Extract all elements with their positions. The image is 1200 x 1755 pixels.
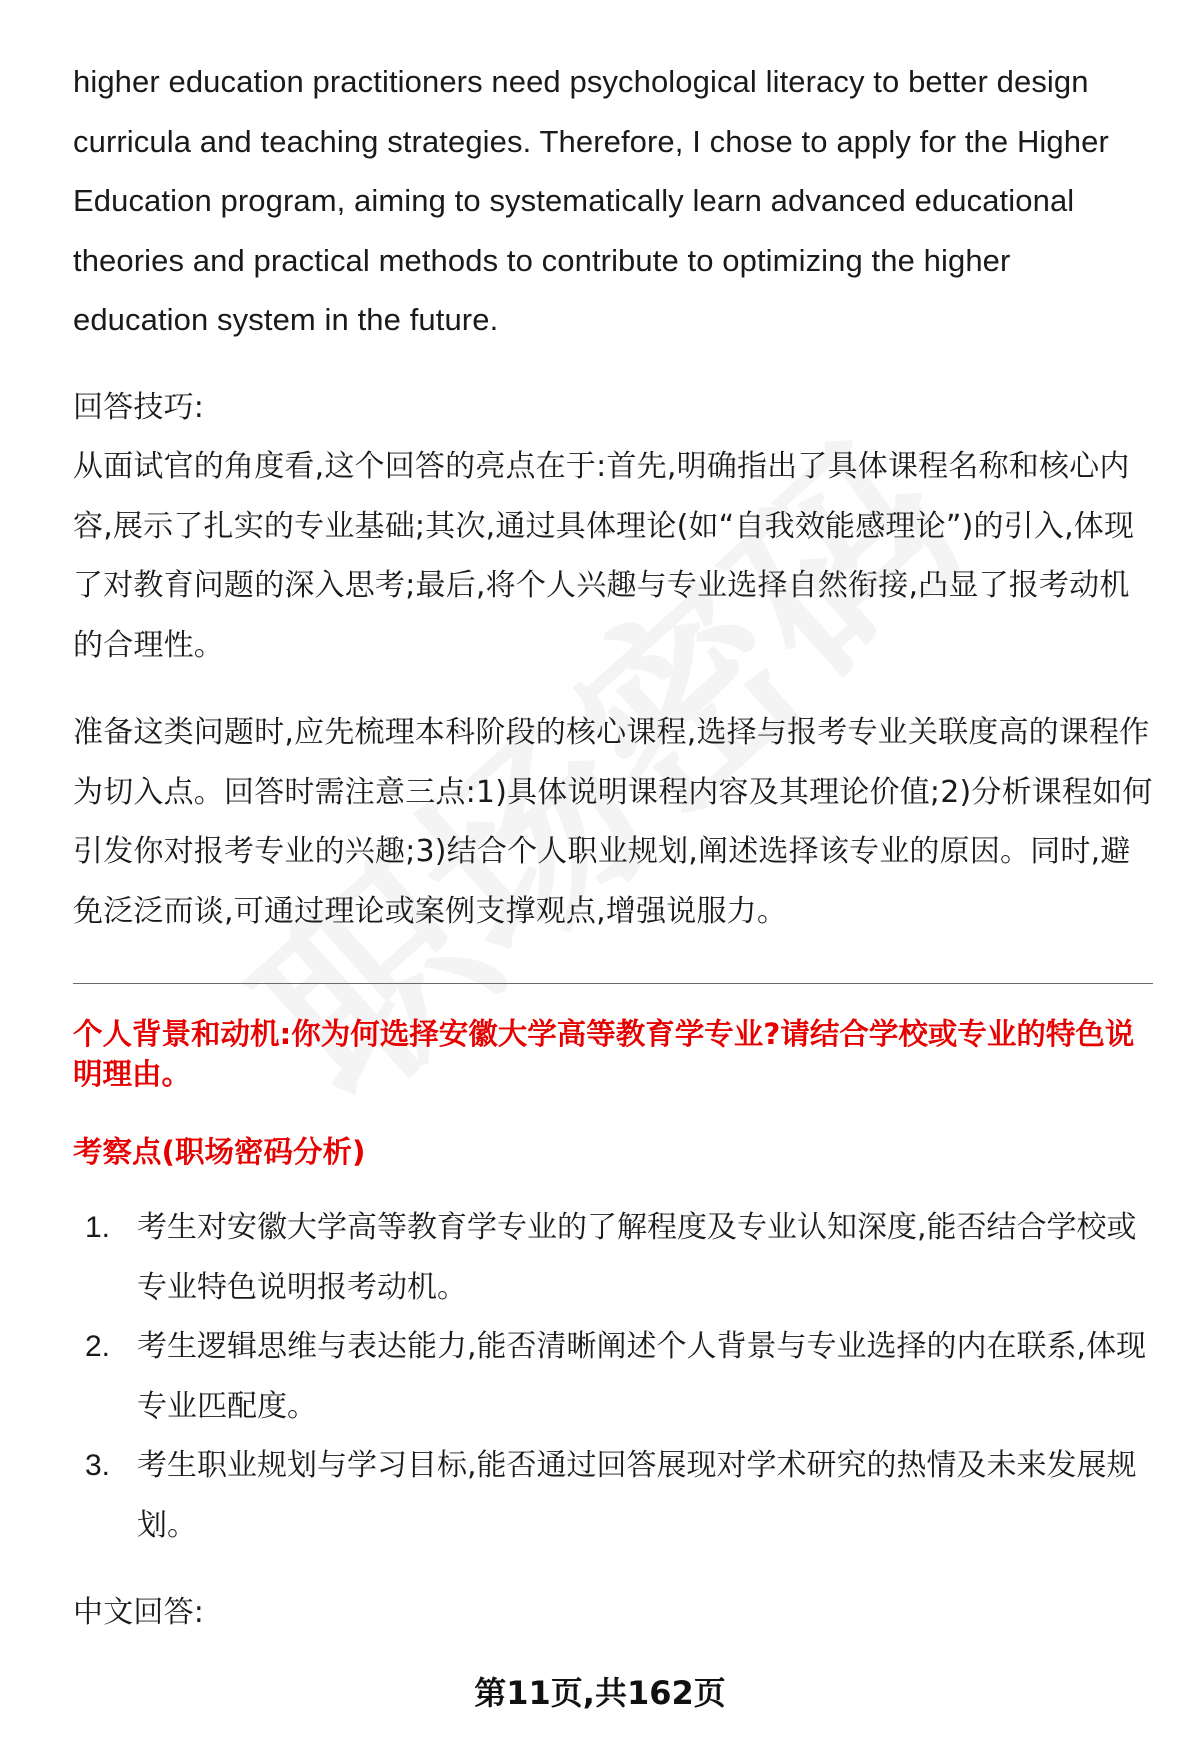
list-item-number: 1.: [85, 1211, 111, 1244]
list-item: [73, 1436, 1153, 1555]
list-item: [73, 1198, 1153, 1317]
exam-point-list: [73, 1198, 1153, 1555]
tips-paragraph-2: 准备这类问题时,应先梳理本科阶段的核心课程,选择与报考专业关联度高的课程作为切入点。回答时需注意三点:1)具体说明课程内容及其理论价值;2)分析课程如何引发你对报考专业的兴趣;3)结合个人职业规划,阐述选择该专业的原因。同时,避免泛泛而谈,可通过理论或案例支撑观点,增强说服力。: [73, 715, 1153, 929]
page-content: [73, 52, 1153, 1643]
page-number: 第11页,共162页: [474, 1674, 726, 1712]
question-title: 个人背景和动机:你为何选择安徽大学高等教育学专业?请结合学校或专业的特色说明理由。: [73, 1017, 1135, 1091]
list-item: [73, 1317, 1153, 1436]
list-item-text: 考生职业规划与学习目标,能否通过回答展现对学术研究的热情及未来发展规划。: [137, 1448, 1137, 1543]
section-divider: [73, 983, 1153, 984]
list-item-number: 3.: [85, 1449, 111, 1482]
answer-heading: 中文回答:: [73, 1595, 205, 1630]
list-item-text: 考生逻辑思维与表达能力,能否清晰阐述个人背景与专业选择的内在联系,体现专业匹配度。: [137, 1329, 1147, 1424]
tips-paragraph-1: 从面试官的角度看,这个回答的亮点在于:首先,明确指出了具体课程名称和核心内容,展示了扎实的专业基础;其次,通过具体理论(如“自我效能感理论”)的引入,体现了对教育问题的深入思考;最后,将个人兴趣与专业选择自然衔接,凸显了报考动机的合理性。: [73, 449, 1135, 663]
list-item-text: 考生对安徽大学高等教育学专业的了解程度及专业认知深度,能否结合学校或专业特色说明报考动机。: [137, 1210, 1137, 1305]
intro-paragraph: higher education practitioners need psychological literacy to better design curricula and teaching strategies. Therefore, I chose to apply for the Higher Education program, aiming to systematically learn advanced educational theories and practical methods to contribute to optimizing the higher education system in the future.: [73, 64, 1109, 337]
list-item-number: 2.: [85, 1330, 111, 1363]
tips-heading: 回答技巧:: [73, 389, 205, 425]
exam-point-heading: 考察点(职场密码分析): [73, 1135, 366, 1169]
